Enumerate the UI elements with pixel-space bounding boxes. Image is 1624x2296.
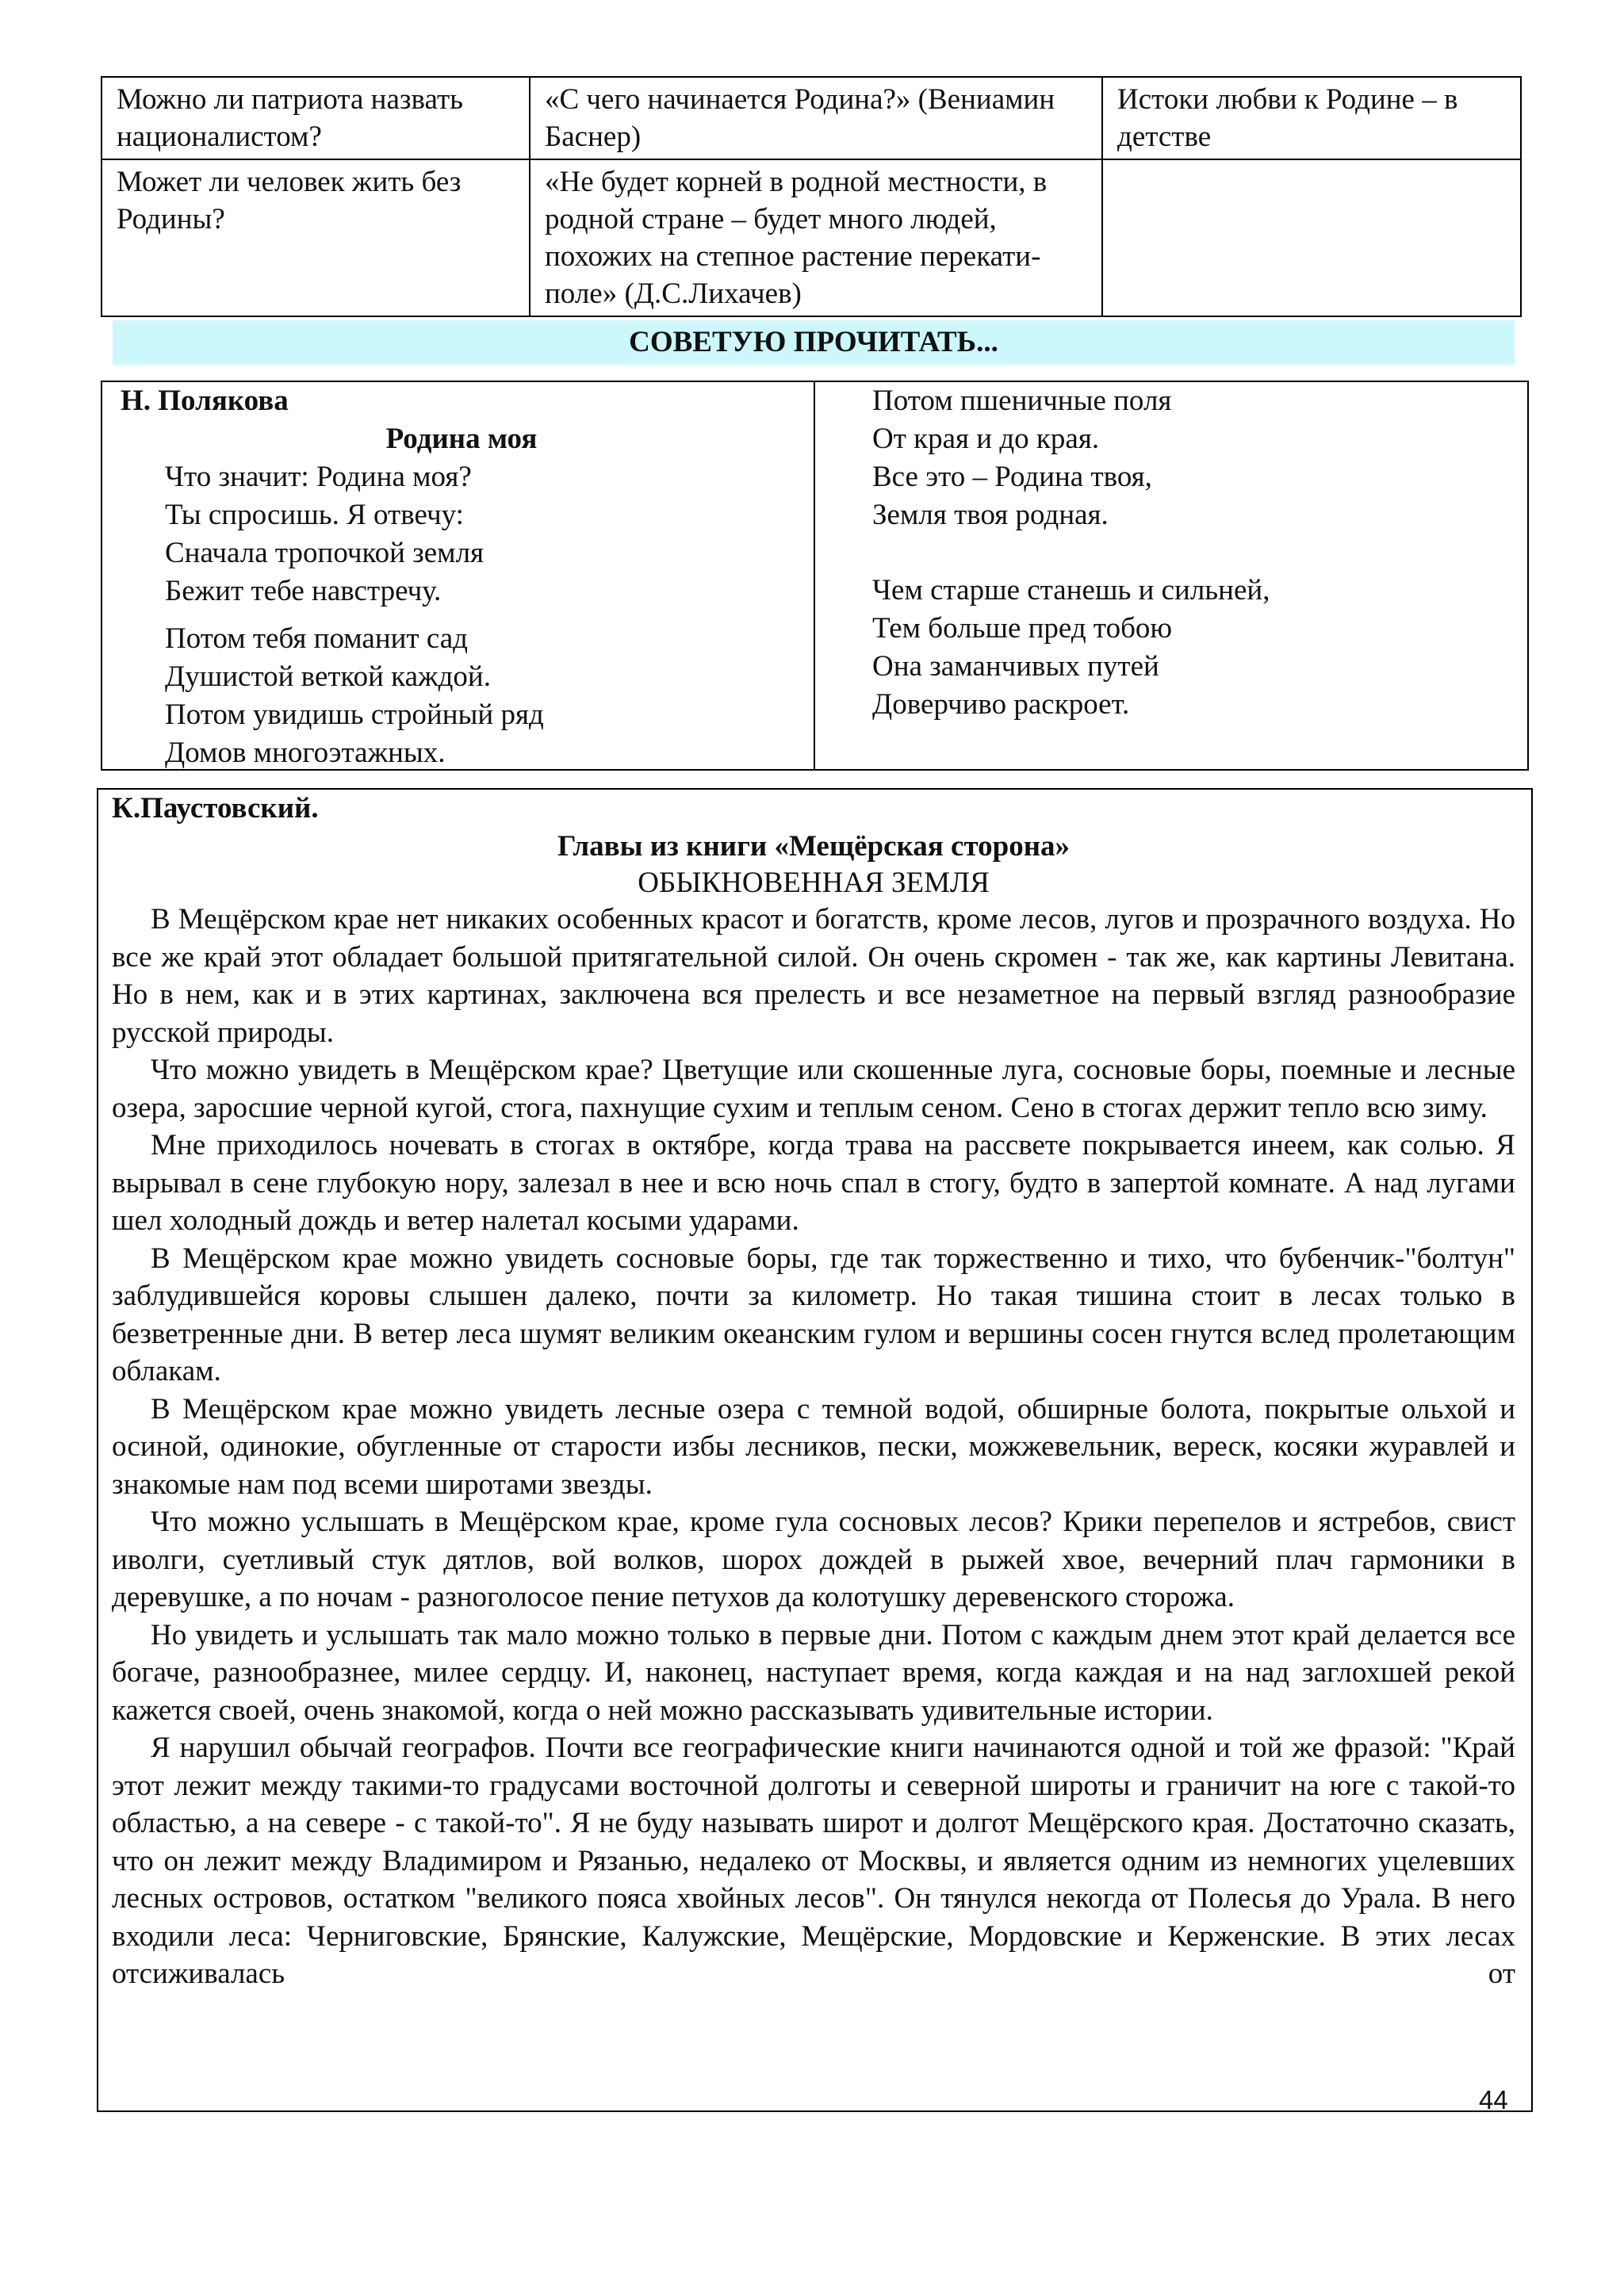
question-cell: Может ли человек жить без Родины?: [102, 159, 530, 316]
paragraph: В Мещёрском крае можно увидеть сосновые боры, где так торжественно и тихо, что бубенчик-"болтун" заблудившейся коровы слышен далеко, почти за километр. Но такая тишина стоит в лесах только в безветренные дни. В ветер леса шумят великим океанским гулом и вершины сосен гнутся вслед пролетающим облакам.: [112, 1242, 1515, 1387]
paragraph: Что можно услышать в Мещёрском крае, кроме гула сосновых лесов? Крики перепелов и ястребов, свист иволги, суетливый стук дятлов, вой волков, шорох дождей в рыжей хвое, вечерний плач гармоники в деревушке, а по ночам - разноголосое пение петухов да колотушку деревенского сторожа.: [112, 1506, 1515, 1613]
paragraph: Мне приходилось ночевать в стогах в октябре, когда трава на рассвете покрывается инеем, как солью. Я вырывал в сене глубокую нору, залезал в нее и всю ночь спал в стогу, будто в запертой комнате. А над лугами шел холодный дождь и ветер налетал косыми ударами.: [112, 1129, 1515, 1237]
recommend-banner: СОВЕТУЮ ПРОЧИТАТЬ...: [113, 320, 1515, 365]
poem-line: Она заманчивых путей: [872, 650, 1159, 683]
poem-line: От края и до края.: [872, 423, 1100, 455]
quote-cell: «Не будет корней в родной местности, в родной стране – будет много людей, похожих на степное растение перекати-поле» (Д.С.Лихачев): [530, 159, 1102, 316]
table-row: [102, 159, 1521, 316]
quote-cell: «С чего начинается Родина?» (Вениамин Баснер): [530, 77, 1102, 159]
idea-cell: [1102, 159, 1521, 316]
poem-line: Домов многоэтажных.: [165, 737, 446, 769]
poem-line: Земля твоя родная.: [872, 499, 1109, 531]
poem-box: [101, 381, 1529, 771]
paragraph: В Мещёрском крае нет никаких особенных красот и богатств, кроме лесов, лугов и прозрачного воздуха. Но все же край этот обладает большой притягательной силой. Он очень скромен - так же, как картины Левитана. Но в нем, как и в этих картинах, заключена вся прелесть и все незаметное на первый взгляд разнообразие русской природы.: [112, 903, 1515, 1049]
paragraph: Что можно увидеть в Мещёрском крае? Цветущие или скошенные луга, сосновые боры, поемные и лесные озера, заросшие черной кугой, стога, пахнущие сухим и теплым сеном. Сено в стогах держит тепло всю зиму.: [112, 1054, 1515, 1124]
poem-left-column: [121, 382, 802, 772]
poem-right-column: [872, 382, 1507, 724]
questions-table: [101, 76, 1522, 317]
poem-line: Что значит: Родина моя?: [165, 461, 472, 493]
question-cell: Можно ли патриота назвать националистом?: [102, 77, 530, 159]
poem-line: Потом тебя поманит сад: [165, 622, 468, 655]
prose-box: [97, 788, 1533, 2112]
poem-line: Чем старше станешь и сильней,: [872, 574, 1270, 607]
poem-line: Бежит тебе навстречу.: [165, 575, 442, 607]
prose-content: [112, 790, 1515, 1993]
paragraph: Но увидеть и услышать так мало можно только в первые дни. Потом с каждым днем этот край делается все богаче, разнообразнее, милее сердцу. И, наконец, наступает время, когда каждая и на над заглохшей рекой кажется своей, очень знакомой, когда о ней можно рассказывать удивительные истории.: [112, 1618, 1515, 1727]
poem-line: Доверчиво раскроет.: [872, 688, 1130, 721]
poem-line: Все это – Родина твоя,: [872, 461, 1152, 493]
poem-title: Родина моя: [385, 423, 538, 455]
poem-line: Ты спросишь. Я отвечу:: [165, 499, 464, 531]
column-divider: [814, 382, 815, 769]
poem-line: Потом пшеничные поля: [872, 385, 1172, 417]
paragraph: Я нарушил обычай географов. Почти все географические книги начинаются одной и той же фразой: "Край этот лежит между такими-то градусами восточной долготы и северной широты и граничит на юге с такой-то областью, а на севере - с такой-то". Я не буду называть широт и долгот Мещёрского края. Достаточно сказать, что он лежит между Владимиром и Рязанью, недалеко от Москвы, и является одним из немногих уцелевших лесных островов, остатком "великого пояса хвойных лесов". Он тянулся некогда от Полесья до Урала. В него входили леса: Черниговские, Брянские, Калужские, Мещёрские, Мордовские и Керженские. В этих лесах отсиживалась от: [112, 1732, 1515, 1990]
table-row: [102, 77, 1521, 159]
paragraph: В Мещёрском крае можно увидеть лесные озера с темной водой, обширные болота, покрытые ольхой и осиной, одинокие, обугленные от старости избы лесников, пески, можжевельник, вереск, косяки журавлей и знакомые нам под всеми широтами звезды.: [112, 1392, 1515, 1501]
chapter-title: ОБЫКНОВЕННАЯ ЗЕМЛЯ: [638, 867, 990, 899]
poem-line: Тем больше пред тобою: [872, 612, 1173, 645]
poem-line: Душистой веткой каждой.: [165, 660, 491, 693]
poem-line: Сначала тропочкой земля: [165, 537, 485, 569]
prose-author: К.Паустовский.: [112, 792, 319, 825]
book-title: Главы из книги «Мещёрская сторона»: [557, 830, 1071, 863]
idea-cell: Истоки любви к Родине – в детстве: [1102, 77, 1521, 159]
page-number: 44: [1479, 2085, 1508, 2114]
poem-author: Н. Полякова: [121, 385, 289, 417]
poem-line: Потом увидишь стройный ряд: [165, 698, 544, 731]
